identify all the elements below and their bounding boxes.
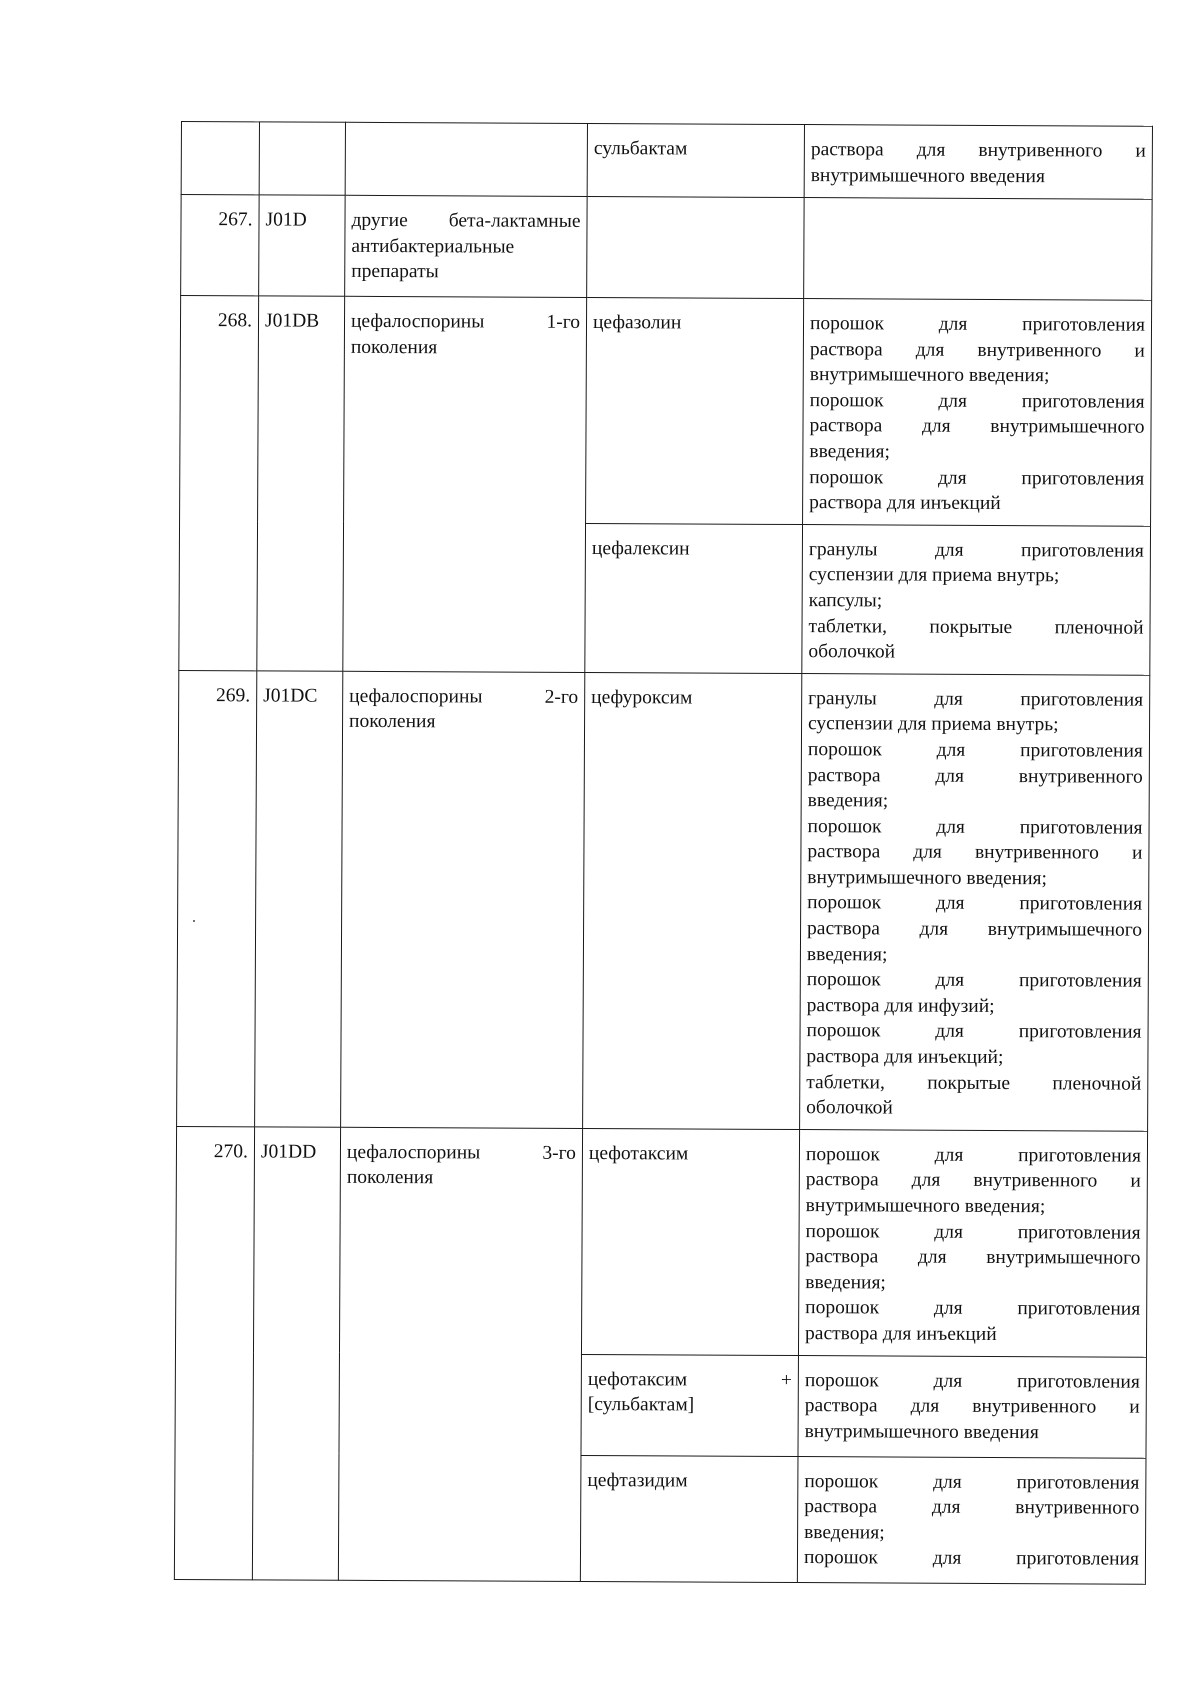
form-line: введения; [805,1271,886,1294]
drug-name-cell: цефалексин [585,523,803,673]
group-name-cell [345,122,587,196]
form-line: капсулы; [808,590,883,612]
group-generation: 2-го [544,686,579,708]
table-row [181,122,1152,200]
form-line: раствора для внутривенного и [804,1395,1140,1418]
form-line: внутримышечного введения; [807,866,1047,890]
form-line: раствора для внутримышечного [807,918,1143,941]
form-line: порошок для приготовления [807,815,1143,839]
form-line: раствора для внутримышечного [805,1246,1141,1269]
group-name-word: поколения [349,711,436,733]
form-line: оболочкой [808,641,896,663]
form-line: таблетки, покрытые пленочной [806,1071,1142,1095]
form-line: суспензии для приема внутрь; [808,564,1060,587]
form-line: оболочкой [806,1097,893,1119]
group-name-word: цефалоспорины [349,685,483,708]
form-line: порошок для приготовления [804,1369,1140,1393]
table-row [181,195,1152,301]
table-row [180,296,1152,526]
form-line: раствора для внутривенного [807,764,1143,788]
drug-name-cell: цефазолин [586,297,804,524]
group-name-cell [341,671,585,1128]
table-row [175,1126,1147,1356]
form-line: порошок для приготовления [807,738,1143,762]
group-name-word: цефалоспорины [350,310,485,333]
drug-name-cell: цефуроксим [583,672,802,1129]
form-line: раствора для внутривенного и [805,1169,1141,1193]
dosage-form-cell [804,198,1152,301]
table-row [177,670,1150,1131]
dosage-form-cell [798,1129,1147,1356]
form-line: введения; [807,790,889,812]
dosage-form-cell [804,125,1152,200]
form-line: введения; [804,1521,885,1544]
atc-code-cell: J01D [259,195,345,296]
form-line: гранулы для приготовления [808,538,1144,562]
group-name-cell: другие бета-лактамные антибактериальные препараты [345,195,587,297]
form-line: порошок для приготовления [805,1220,1141,1244]
form-line: внутримышечного введения; [805,1195,1046,1218]
dosage-form-cell [798,1355,1146,1458]
form-line: раствора для инъекций [805,1323,997,1345]
form-line: порошок для приготовления [806,969,1142,992]
group-name-line [351,309,580,336]
form-line: раствора для внутримышечного [809,415,1145,439]
drug-name-part: [сульбактам] [587,1394,695,1416]
form-line: раствора для внутривенного и [810,139,1146,162]
drug-name-cell: сульбактам [587,123,804,197]
form-line: гранулы для приготовления [808,687,1144,711]
form-line: раствора для инъекций; [806,1046,1004,1069]
group-name-cell [338,1127,582,1581]
form-line: суспензии для приема внутрь; [808,713,1059,736]
form-line: порошок для приготовления [807,892,1143,916]
drug-name-cell [581,1354,798,1456]
atc-code-cell [259,122,345,195]
form-line: введения; [809,441,890,463]
row-number-cell: 268. [179,296,259,671]
atc-code-cell: J01DB [257,296,345,671]
atc-code-cell: J01DD [252,1127,340,1580]
drug-name-part: цефотаксим [587,1368,688,1391]
drug-list-table [174,121,1153,1584]
atc-code-cell: J01DC [255,671,343,1128]
form-line: внутримышечного введения; [809,364,1050,387]
form-line: внутримышечного введения [804,1420,1039,1443]
drug-name-cell: цефтазидим [580,1455,798,1582]
drug-name-line [588,1367,792,1394]
group-name-cell [343,296,587,672]
form-line: порошок для приготовления [805,1297,1141,1321]
group-generation: 3-го [542,1142,577,1164]
row-number-cell: 270. [174,1126,254,1579]
form-line: раствора для внутривенного и [809,338,1145,362]
dosage-form-cell [803,299,1152,526]
form-line: порошок для приготовления [803,1547,1140,1571]
form-line: порошок для приготовления [809,466,1145,490]
combination-plus: + [780,1369,792,1391]
group-name-word: поколения [350,336,438,358]
group-name-word: поколения [346,1167,434,1189]
form-line: порошок для приготовления [805,1143,1142,1167]
dosage-form-cell [802,524,1151,675]
group-generation: 1-го [546,311,581,333]
drug-name-cell: цефотаксим [581,1128,799,1355]
row-number-cell [181,122,259,195]
drug-name-cell [587,196,804,298]
form-line: таблетки, покрытые пленочной [808,615,1144,639]
form-line: порошок для приготовления [809,313,1146,336]
form-line: внутримышечного введения [810,164,1046,187]
group-name-line [349,684,578,711]
form-line: раствора для инъекций [809,492,1001,515]
form-line: порошок для приготовления [809,389,1145,413]
dosage-form-cell [800,673,1150,1131]
form-line: раствора для внутривенного и [807,841,1143,864]
row-number-cell: 269. [177,670,257,1126]
group-name-line [347,1140,576,1167]
dosage-form-cell [797,1456,1146,1584]
form-line: порошок для приготовления [804,1470,1140,1494]
group-name-word: цефалоспорины [346,1141,481,1164]
row-number-cell: 267. [181,195,259,296]
form-line: раствора для инфузий; [806,994,995,1017]
form-line: введения; [806,943,888,966]
form-line: раствора для внутривенного [804,1496,1140,1519]
form-line: порошок для приготовления [806,1020,1142,1044]
